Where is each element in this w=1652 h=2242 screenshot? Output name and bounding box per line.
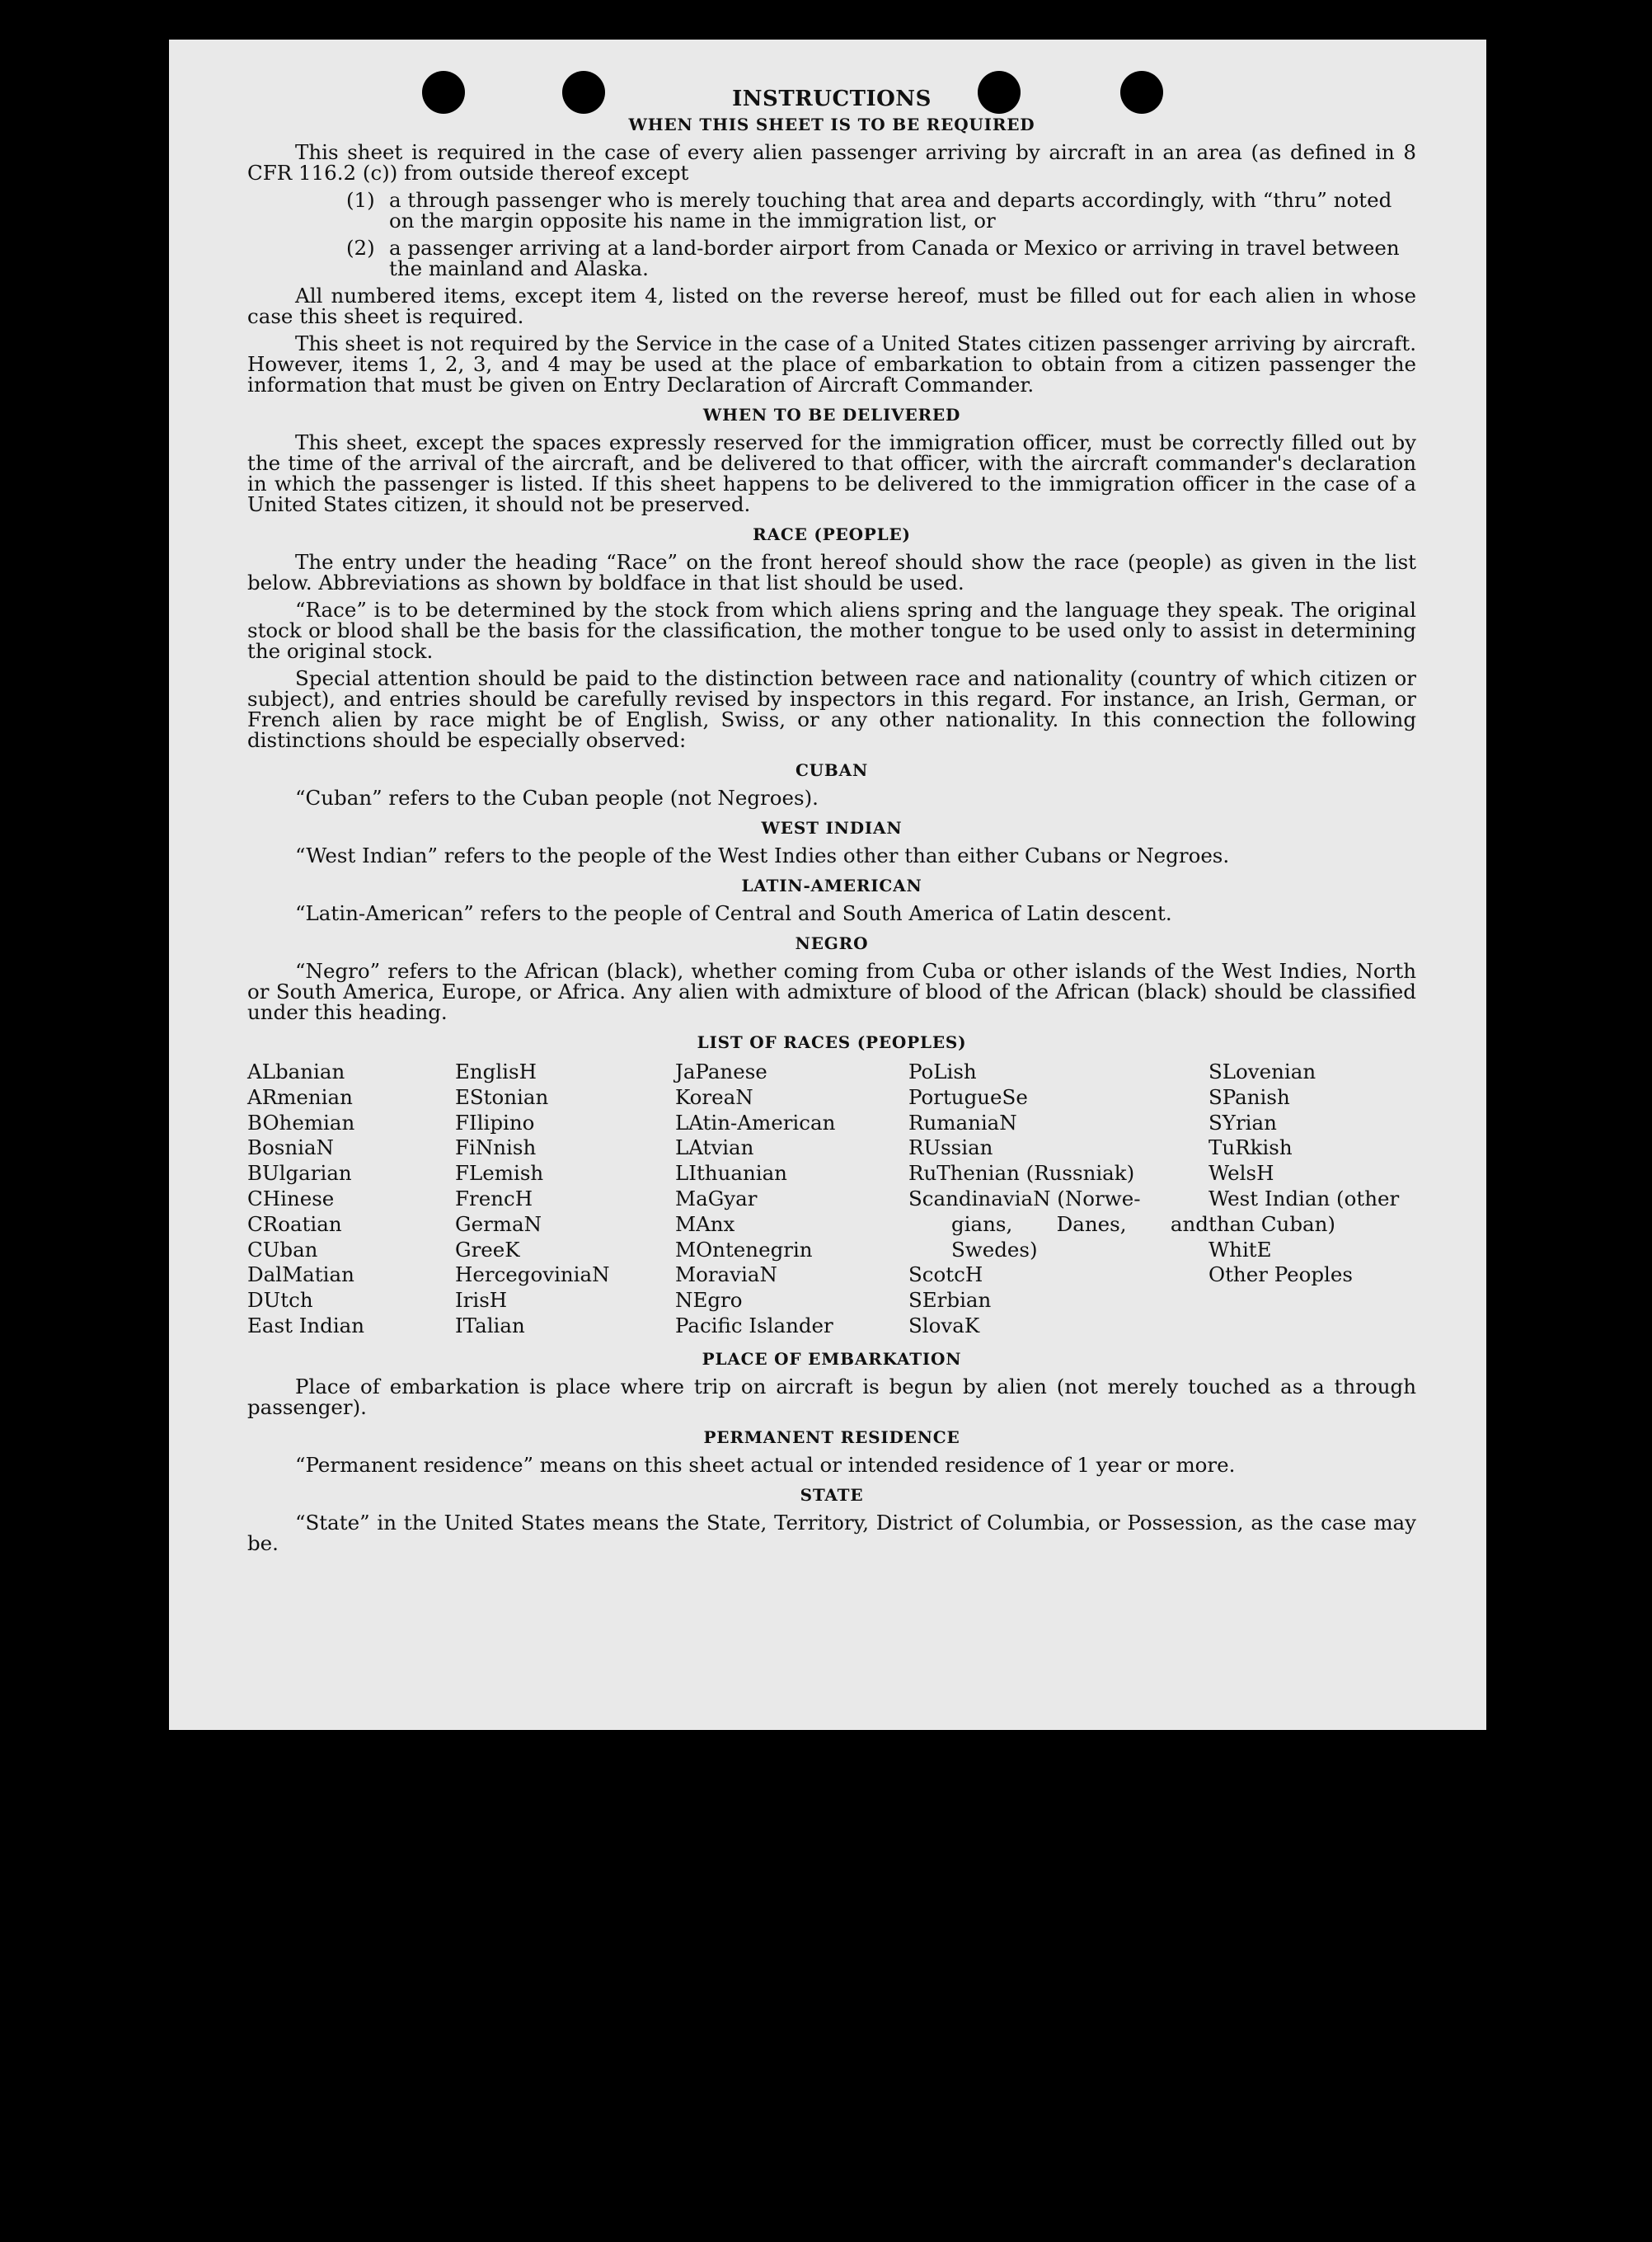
race-entry: MaGyar — [675, 1186, 758, 1210]
race-entry: West Indian (other — [1208, 1186, 1400, 1210]
list-item — [247, 237, 1416, 279]
paragraph: This sheet, except the spaces expressly reserved for the immigration officer, must be correctly filled out by the time of the arrival of the aircraft, and be delivered to that officer, with the aircraft commander's declaration in which the passenger is listed. If this sheet happens to be delivered to the immigration officer in the case of a United States citizen, it should not be preserved. — [247, 430, 1416, 516]
paragraph: “State” in the United States means the State, Territory, District of Columbia, or Possession, as the case may be. — [247, 1510, 1416, 1555]
race-entry: RumaniaN — [908, 1110, 1017, 1135]
section-heading-delivered: WHEN TO BE DELIVERED — [702, 405, 961, 425]
race-entry: ALbanian — [247, 1060, 345, 1083]
race-entry: East Indian — [247, 1313, 365, 1337]
race-entry: Pacific Islander — [675, 1313, 833, 1337]
race-entry: IrisH — [455, 1288, 508, 1313]
section-heading-embarkation: PLACE OF EMBARKATION — [702, 1348, 962, 1369]
race-entry: HercegoviniaN — [455, 1262, 610, 1287]
paragraph: “Negro” refers to the African (black), whether coming from Cuba or other islands of the West Indies, North or South America, Europe, or Africa. Any alien with admixture of blood of the African (black) should be classified under this heading. — [247, 959, 1416, 1024]
item-text: a through passenger who is merely touching that area and departs accordingly, with “thru” noted on the margin opposite his name in the immigration list, or — [389, 188, 1392, 233]
race-entry: KoreaN — [675, 1084, 753, 1109]
race-entry: PoLish — [908, 1060, 977, 1083]
race-entry: MOntenegrin — [675, 1237, 813, 1262]
paragraph: This sheet is not required by the Service in the case of a United States citizen passenger arriving by aircraft. However, items 1, 2, 3, and 4 may be used at the place of embarkation to obtain from a citizen passenger the information that must be given on Entry Declaration of Aircraft Commander. — [247, 331, 1416, 397]
race-entry: WhitE — [1208, 1237, 1272, 1262]
race-entry: CRoatian — [247, 1211, 342, 1236]
section-heading-required: WHEN THIS SHEET IS TO BE REQUIRED — [628, 115, 1035, 134]
race-entry: BOhemian — [247, 1110, 355, 1135]
race-entry: ScotcH — [908, 1262, 983, 1287]
race-entry: PortugueSe — [908, 1084, 1028, 1109]
race-entry: Other Peoples — [1208, 1262, 1353, 1287]
section-heading-race: RACE (PEOPLE) — [753, 524, 911, 544]
section-heading-latin-american: LATIN-AMERICAN — [741, 876, 922, 895]
race-entry: JaPanese — [675, 1060, 767, 1083]
race-entry: EnglisH — [455, 1060, 537, 1083]
race-entry: WelsH — [1208, 1161, 1274, 1186]
section-heading-negro: NEGRO — [795, 933, 869, 953]
paragraph: “Race” is to be determined by the stock from which aliens spring and the language they speak. The original stock or blood shall be the basis for the classification, the mother tongue to be used only to assist in determining the original stock. — [247, 598, 1416, 663]
race-entry: RUssian — [908, 1135, 993, 1160]
paragraph: Special attention should be paid to the distinction between race and nationality (country of which citizen or subject), and entries should be carefully revised by inspectors in this regard. For instance, an Irish, German, or French alien by race might be of English, Swiss, or any other nationality. In this connection the following distinctions should be especially observed: — [247, 666, 1416, 752]
paragraph: “Permanent residence” means on this sheet actual or intended residence of 1 year or more. — [295, 1452, 1236, 1477]
item-text: a passenger arriving at a land-border airport from Canada or Mexico or arriving in travel between the mainland and Alaska. — [389, 236, 1400, 280]
race-entry: GreeK — [455, 1237, 520, 1262]
instructions-page — [247, 89, 1416, 1560]
races-column-1 — [247, 1060, 455, 1339]
paragraph: “Cuban” refers to the Cuban people (not Negroes). — [295, 786, 819, 810]
section-heading-state: STATE — [800, 1484, 864, 1505]
race-entry: SLovenian — [1208, 1060, 1316, 1083]
race-entry: BosniaN — [247, 1135, 334, 1160]
section-heading-west-indian: WEST INDIAN — [761, 818, 903, 838]
race-entry: SErbian — [908, 1288, 992, 1313]
race-entry: MoraviaN — [675, 1262, 777, 1287]
races-column-4 — [908, 1060, 1208, 1339]
race-entry: FiNnish — [455, 1135, 537, 1160]
race-entry: CHinese — [247, 1186, 335, 1210]
race-entry-continuation: Swedes) — [951, 1237, 1038, 1262]
race-entry: MAnx — [675, 1211, 735, 1236]
section-heading-cuban: CUBAN — [795, 760, 869, 780]
race-entry: FLemish — [455, 1161, 544, 1186]
race-entry: FrencH — [455, 1186, 533, 1210]
races-column-2 — [455, 1060, 675, 1339]
race-entry: LIthuanian — [675, 1161, 787, 1186]
race-entry: ITalian — [455, 1313, 525, 1337]
race-entry: CUban — [247, 1237, 318, 1262]
race-entry: NEgro — [675, 1288, 743, 1313]
race-entry: EStonian — [455, 1084, 549, 1109]
section-heading-residence: PERMANENT RESIDENCE — [703, 1427, 960, 1447]
race-entry: FIlipino — [455, 1110, 535, 1135]
paragraph: The entry under the heading “Race” on the front hereof should show the race (people) as given in the list below. Abbreviations as shown by boldface in that list should be used. — [247, 550, 1416, 595]
race-entry: BUlgarian — [247, 1161, 352, 1186]
race-entry: ScandinaviaN (Norwe- — [908, 1186, 1141, 1210]
race-entry: RuThenian (Russniak) — [908, 1161, 1135, 1186]
section-heading-races-list: LIST OF RACES (PEOPLES) — [697, 1032, 967, 1052]
item-number: (2) — [346, 236, 375, 260]
races-column-3 — [675, 1060, 908, 1339]
paragraph: Place of embarkation is place where trip on aircraft is begun by alien (not merely touched as a through passenger). — [247, 1374, 1416, 1419]
race-entry: SlovaK — [908, 1313, 980, 1337]
race-entry: LAtvian — [675, 1135, 754, 1160]
race-entry: SPanish — [1208, 1084, 1290, 1109]
race-entry: GermaN — [455, 1211, 542, 1236]
paragraph: This sheet is required in the case of every alien passenger arriving by aircraft in an area (as defined in 8 CFR 116.2 (c)) from outside thereof except — [247, 140, 1416, 185]
race-entry: TuRkish — [1208, 1135, 1293, 1160]
race-entry: LAtin-American — [675, 1110, 836, 1135]
races-list — [247, 1060, 1416, 1339]
race-entry: SYrian — [1208, 1110, 1277, 1135]
page-title: INSTRUCTIONS — [732, 87, 932, 111]
item-number: (1) — [346, 188, 375, 212]
race-entry-continuation: gians, Danes, and — [951, 1211, 1208, 1236]
race-entry: DUtch — [247, 1288, 313, 1313]
races-column-5 — [1208, 1060, 1416, 1339]
list-item — [247, 190, 1416, 231]
race-entry: ARmenian — [247, 1084, 353, 1109]
paragraph: All numbered items, except item 4, listed on the reverse hereof, must be filled out for each alien in whose case this sheet is required. — [247, 284, 1416, 328]
race-entry: DalMatian — [247, 1262, 354, 1287]
paragraph: “West Indian” refers to the people of the West Indies other than either Cubans or Negroes. — [295, 844, 1230, 867]
paragraph: “Latin-American” refers to the people of Central and South America of Latin descent. — [295, 901, 1172, 925]
race-entry-continuation: than Cuban) — [1208, 1211, 1335, 1236]
